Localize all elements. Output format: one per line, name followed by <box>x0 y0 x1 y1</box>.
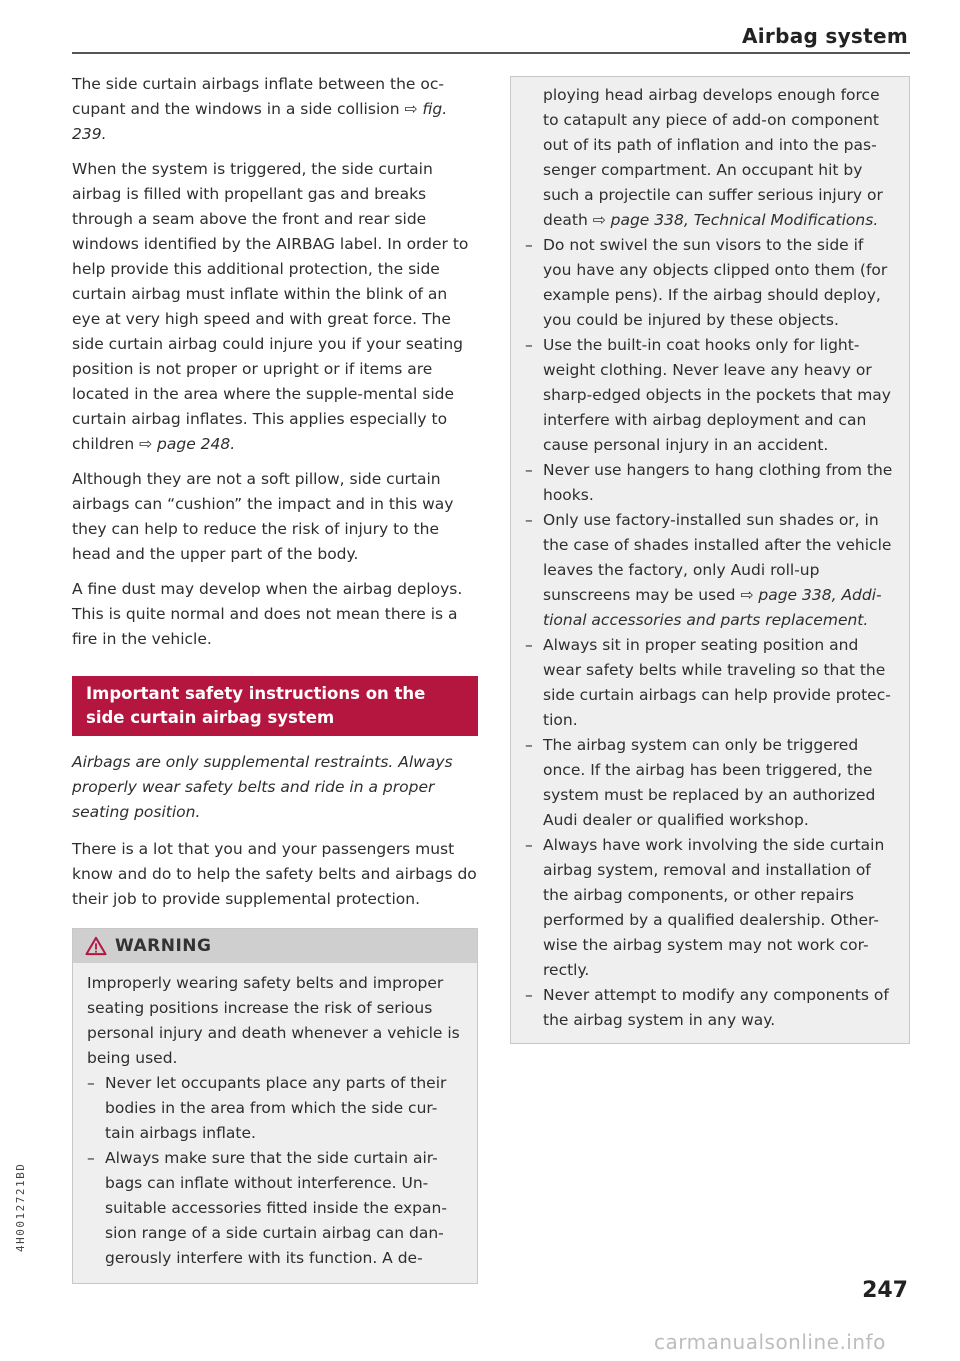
list-item: – The airbag system can only be triggered once. If the airbag has been triggered, the system must be replaced by an authorized Audi dealer or qualified workshop. <box>525 733 895 833</box>
paragraph-dust: A fine dust may develop when the airbag deploys. This is quite normal and does not mean there is a fire in the vehicle. <box>72 580 463 648</box>
list-item: – Use the built-in coat hooks only for light-weight clothing. Never leave any heavy or sharp-edged objects in the pockets that may interfere with airbag deployment and can cause personal injury in an accident. <box>525 333 895 458</box>
section-heading: Important safety instructions on the side curtain airbag system <box>72 676 478 736</box>
warning-continuation <box>525 83 895 233</box>
continuation-text: ploying head airbag develops enough force to catapult any piece of add-on component out of its path of inflation and into the pas-senger compartment. An occupant hit by such a projectile can suffer serious injury or death <box>543 86 883 229</box>
page-header-title: Airbag system <box>742 24 908 48</box>
left-column <box>72 72 478 1284</box>
warning-triangle-icon <box>85 936 107 956</box>
list-item: – Always sit in proper seating position and wear safety belts while traveling so that the side curtain airbags can help provide protec-tion. <box>525 633 895 733</box>
list-item: – Never let occupants place any parts of their bodies in the area from which the side cur-tain airbags inflate. <box>87 1071 463 1146</box>
figure-reference-link[interactable]: ⇨ fig. 239. <box>72 100 448 143</box>
page-reference-link[interactable]: ⇨ page 338, Technical Modifications. <box>592 211 879 229</box>
section-intro: Airbags are only supplemental restraints. Always properly wear safety belts and ride in a proper seating position. <box>72 753 453 821</box>
warning-list <box>87 1071 463 1271</box>
list-item: – Always have work involving the side curtain airbag system, removal and installation of the airbag components, or other repairs performed by a qualified dealership. Other-wise the airbag system may not work cor-rectly. <box>525 833 895 983</box>
warning-list-continued <box>525 233 895 1033</box>
list-item: – Never use hangers to hang clothing from the hooks. <box>525 458 895 508</box>
paragraph-text: When the system is triggered, the side curtain airbag is filled with propellant gas and breaks through a seam above the front and rear side windows identified by the AIRBAG label. In order to help provide this additional protection, the side curtain airbag must inflate within the blink of an eye at very high speed and with great force. The side curtain airbag could injure you if your seating position is not proper or upright or if items are located in the area where the supple-mental side curtain airbag inflates. This applies especially to children <box>72 160 469 453</box>
paragraph-cushion: Although they are not a soft pillow, side curtain airbags can “cushion” the impact and in this way they can help to reduce the risk of injury to the head and the upper part of the body. <box>72 470 454 563</box>
list-item-text: Only use factory-installed sun shades or, in the case of shades installed after the vehicle leaves the factory, only Audi roll-up sunscreens may be used <box>543 511 892 604</box>
document-code: 4H0012721BD <box>14 1162 27 1252</box>
warning-header <box>73 929 477 963</box>
watermark-text: carmanualsonline.info <box>654 1330 886 1354</box>
page-reference-link[interactable]: ⇨ page 248. <box>139 435 236 453</box>
header-rule <box>72 52 910 54</box>
warning-box <box>72 928 478 1284</box>
paragraph-text: The side curtain airbags inflate between the oc-cupant and the windows in a side collision <box>72 75 444 118</box>
list-item <box>525 508 895 633</box>
warning-body <box>73 963 477 1283</box>
warning-label: WARNING <box>115 936 212 956</box>
warning-text: Improperly wearing safety belts and improper seating positions increase the risk of serious personal injury and death whenever a vehicle is being used. <box>87 974 460 1067</box>
paragraph-inflation <box>72 72 478 147</box>
warning-box-continued <box>510 76 910 1044</box>
page-number: 247 <box>862 1278 908 1303</box>
list-item: – Always make sure that the side curtain air-bags can inflate without interference. Un-suitable accessories fitted inside the expan-sion range of a side curtain airbag can dan-gerously interfere with its function. A de- <box>87 1146 463 1271</box>
list-item: – Never attempt to modify any components of the airbag system in any way. <box>525 983 895 1033</box>
paragraph-passengers: There is a lot that you and your passengers must know and do to help the safety belts and airbags do their job to provide supplemental protection. <box>72 840 477 908</box>
list-item: – Do not swivel the sun visors to the side if you have any objects clipped onto them (for example pens). If the airbag should deploy, you could be injured by these objects. <box>525 233 895 333</box>
page-reference-link[interactable]: ⇨ page 338, Addi-tional accessories and parts replacement. <box>543 586 882 629</box>
paragraph-trigger <box>72 157 478 457</box>
right-column <box>510 76 910 1044</box>
